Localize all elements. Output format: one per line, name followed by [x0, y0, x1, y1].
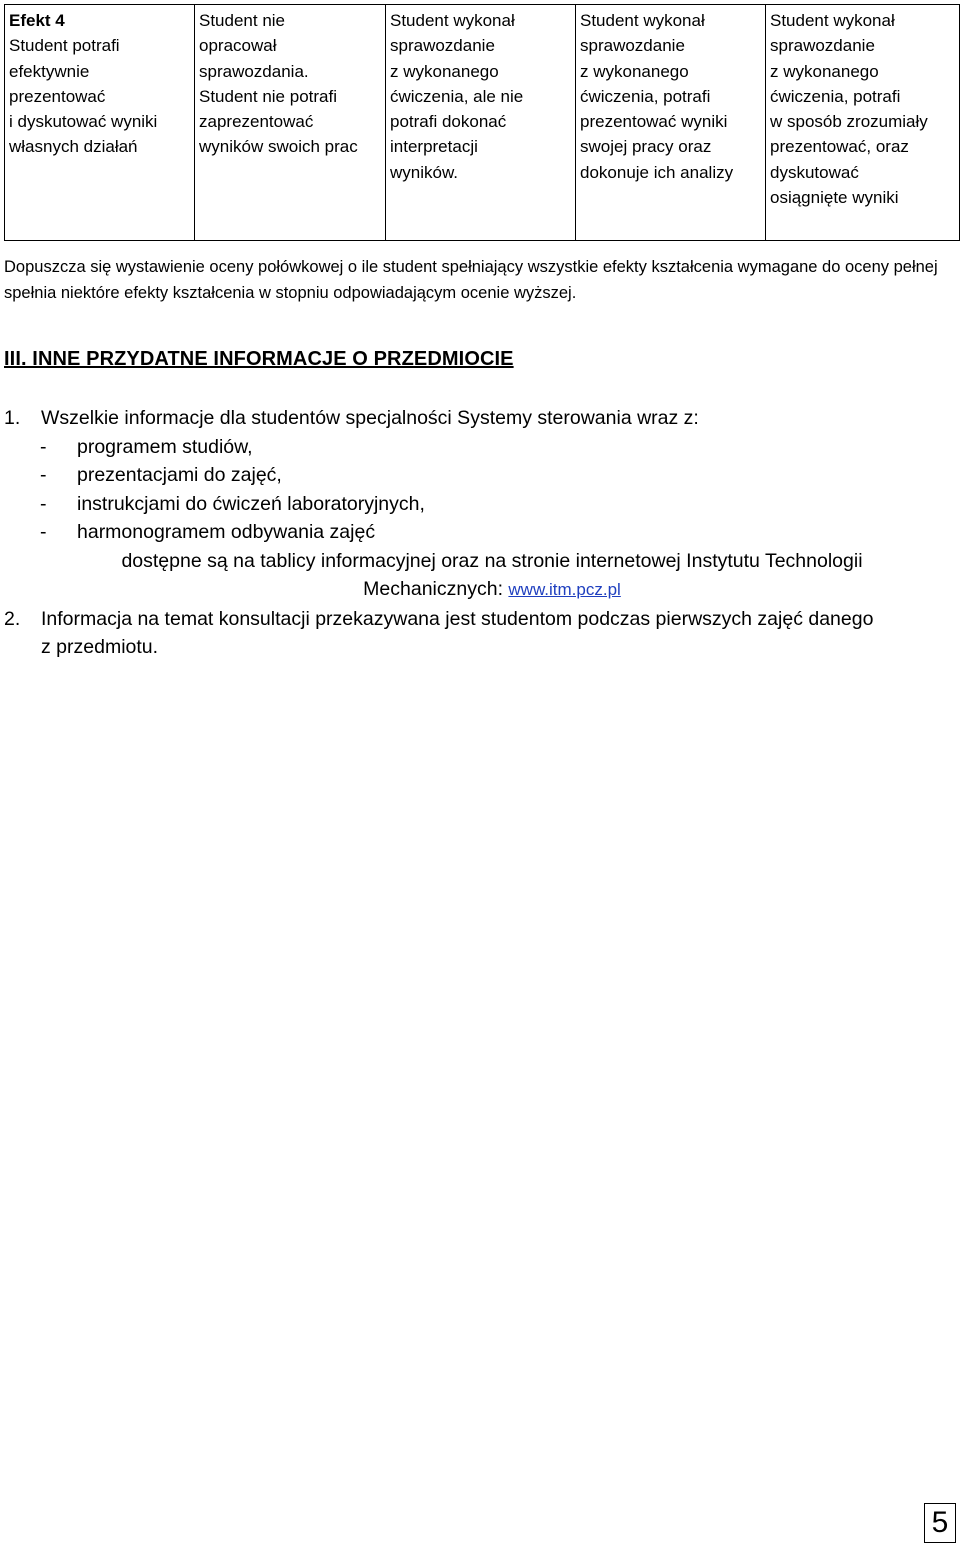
half-grade-note: Dopuszcza się wystawienie oceny połówkowej o ile student spełniający wszystkie efekty kształcenia wymagane do oceny pełnej spełnia niektóre efekty kształcenia w stopniu odpowiadającym ocenie wyższej. — [4, 258, 938, 302]
item-text-continued: z przedmiotu. — [41, 636, 159, 658]
dash-icon: - — [40, 521, 47, 543]
effect-title: Efekt 4 — [9, 11, 65, 30]
item-text: Informacja na temat konsultacji przekazywana jest studentom podczas pierwszych zajęć danego — [41, 607, 874, 630]
list-item — [4, 490, 944, 519]
dash-icon: - — [40, 464, 47, 486]
availability-text — [4, 547, 944, 605]
info-item-2 — [4, 605, 944, 634]
item-number: 2. — [4, 607, 21, 630]
list-item — [4, 461, 944, 490]
list-item-text: programem studiów, — [77, 435, 253, 458]
section-heading: III. INNE PRZYDATNE INFORMACJE O PRZEDMIOCIE — [4, 348, 514, 370]
grade-cell-5: Student wykonał sprawozdanie z wykonanego ćwiczenia, potrafi w sposób zrozumiały prezentować, oraz dyskutować osiągnięte wyniki — [766, 5, 960, 241]
list-item-text: instrukcjami do ćwiczeń laboratoryjnych, — [77, 492, 425, 515]
institute-link[interactable]: www.itm.pcz.pl — [508, 580, 621, 599]
dash-icon: - — [40, 492, 47, 515]
list-item-text: prezentacjami do zajęć, — [77, 464, 282, 486]
dash-icon: - — [40, 435, 47, 458]
effect-grading-table — [4, 4, 960, 241]
page-number: 5 — [924, 1503, 956, 1543]
effect-cell — [5, 5, 195, 241]
grade-cell-4: Student wykonał sprawozdanie z wykonanego ćwiczenia, potrafi prezentować wyniki swojej pracy oraz dokonuje ich analizy — [576, 5, 766, 241]
grade-cell-3: Student wykonał sprawozdanie z wykonanego ćwiczenia, ale nie potrafi dokonać interpretacji wyników. — [386, 5, 576, 241]
info-item-1 — [4, 404, 944, 433]
table-row — [5, 5, 960, 241]
list-item — [4, 518, 944, 547]
grade-cell-2: Student nie opracował sprawozdania. Student nie potrafi zaprezentować wyników swoich prac — [195, 5, 386, 241]
availability-line-2: Mechanicznych: — [363, 578, 509, 600]
item-number: 1. — [4, 407, 21, 429]
effect-description: Student potrafi efektywnie prezentować i dyskutować wyniki własnych działań — [9, 36, 158, 157]
availability-line-1: dostępne są na tablicy informacyjnej oraz na stronie internetowej Instytutu Technologii — [121, 549, 863, 572]
info-list — [4, 404, 944, 662]
list-item-text: harmonogramem odbywania zajęć — [77, 521, 376, 543]
item-text: Wszelkie informacje dla studentów specjalności Systemy sterowania wraz z: — [41, 407, 699, 429]
list-item — [4, 433, 944, 462]
